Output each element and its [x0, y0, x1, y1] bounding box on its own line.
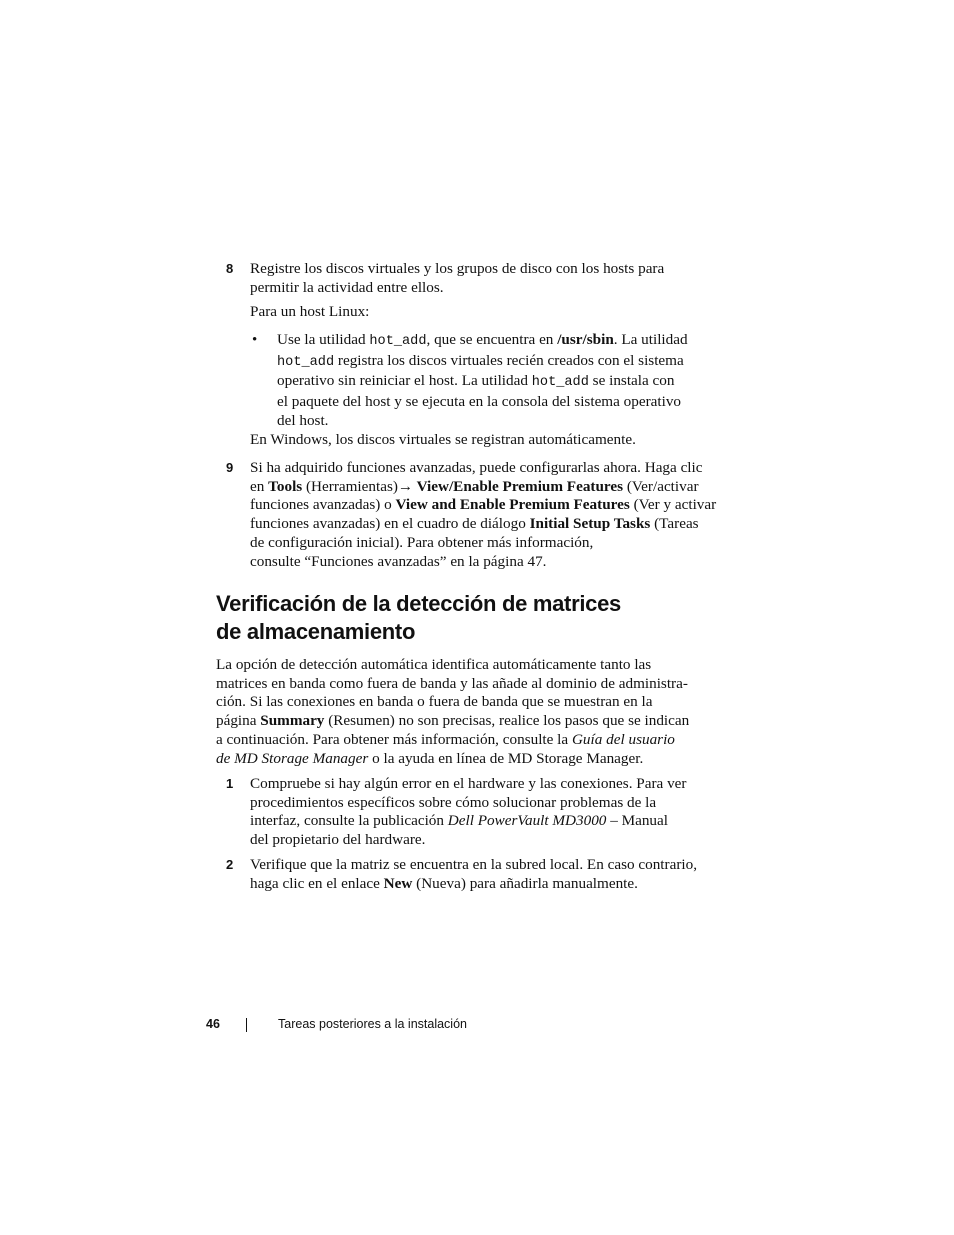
- section-heading: [216, 590, 621, 646]
- publication-title: Dell PowerVault MD3000: [447, 812, 607, 830]
- step-9-text-run: en: [250, 477, 269, 495]
- step-8-text: [250, 260, 664, 297]
- bullet-text: operativo sin reiniciar el host. La utilidad: [277, 372, 532, 390]
- step-9-text-run: funciones avanzadas) en el cuadro de diálogo: [250, 515, 530, 533]
- arrow-glyph: →: [397, 477, 414, 495]
- step-8-line-2: permitir la actividad entre ellos.: [250, 278, 444, 296]
- step-number-1: 1: [226, 776, 234, 791]
- step-9-text-run: (Ver y activar: [629, 496, 717, 514]
- menu-view-and-enable-premium: View and Enable Premium Features: [395, 496, 630, 514]
- page-number: 46: [206, 1017, 220, 1031]
- step-9-line: de configuración inicial). Para obtener más información,: [250, 533, 594, 551]
- step-1-run: – Manual: [606, 812, 668, 830]
- paragraph-run: o la ayuda en línea de MD Storage Manager.: [368, 749, 644, 767]
- step-number-9: 9: [226, 460, 234, 475]
- step-9-line: Si ha adquirido funciones avanzadas, puede configurarlas ahora. Haga clic: [250, 459, 703, 476]
- footer-divider: [246, 1018, 247, 1032]
- step-2-run: haga clic en el enlace: [250, 874, 384, 892]
- menu-view-enable-premium: View/Enable Premium Features: [413, 477, 624, 495]
- footer-chapter-title: Tareas posteriores a la instalación: [278, 1017, 467, 1031]
- paragraph-run: página: [216, 712, 261, 730]
- link-new: New: [383, 874, 413, 892]
- bullet-text: , que se encuentra en: [426, 331, 558, 348]
- step-number-8: 8: [226, 261, 234, 276]
- paragraph-run: a continuación. Para obtener más información, consulte la: [216, 730, 572, 748]
- step-1-text: [250, 775, 686, 850]
- page-summary: Summary: [260, 712, 325, 730]
- code-hot-add: hot_add: [531, 375, 589, 391]
- step-1-line: del propietario del hardware.: [250, 831, 426, 849]
- step-1-line: Compruebe si hay algún error en el hardware y las conexiones. Para ver: [250, 775, 687, 792]
- dialog-initial-setup-tasks: Initial Setup Tasks: [529, 515, 651, 533]
- menu-tools: Tools: [268, 477, 303, 495]
- step-2-line: Verifique que la matriz se encuentra en la subred local. En caso contrario,: [250, 856, 697, 873]
- bullet-text: registra los discos virtuales recién creados con el sistema: [334, 351, 684, 369]
- bullet-text: el paquete del host y se ejecuta en la consola del sistema operativo: [277, 393, 682, 411]
- step-2-run: (Nueva) para añadirla manualmente.: [412, 874, 638, 892]
- bullet-text: se instala con: [588, 372, 675, 390]
- code-hot-add: hot_add: [277, 354, 335, 370]
- bullet-text: Use la utilidad: [277, 331, 370, 348]
- step-1-run: interfaz, consulte la publicación: [250, 812, 448, 830]
- code-hot-add: hot_add: [369, 334, 427, 349]
- step-9-text: [250, 459, 716, 571]
- step-number-2: 2: [226, 857, 234, 872]
- path-usr-sbin: /usr/sbin: [557, 331, 614, 348]
- paragraph-run: (Resumen) no son precisas, realice los pasos que se indican: [324, 712, 690, 730]
- section-heading-line-2: de almacenamiento: [216, 619, 416, 644]
- step-9-text-run: funciones avanzadas) o: [250, 496, 396, 514]
- step-2-text: [250, 856, 697, 893]
- step-9-text-run: (Tareas: [650, 515, 699, 533]
- paragraph-line: matrices en banda como fuera de banda y las añade al dominio de administra-: [216, 674, 688, 692]
- windows-note: En Windows, los discos virtuales se registran automáticamente.: [250, 431, 636, 448]
- step-9-text-run: (Herramientas): [302, 477, 398, 495]
- step-9-text-run: (Ver/activar: [623, 477, 699, 495]
- bullet-marker: •: [252, 332, 258, 348]
- bullet-text: . La utilidad: [613, 331, 688, 348]
- section-heading-line-1: Verificación de la detección de matrices: [216, 591, 621, 616]
- linux-intro: Para un host Linux:: [250, 303, 370, 320]
- guide-title: Guía del usuario: [571, 730, 675, 748]
- step-8-line-1: Registre los discos virtuales y los grupos de disco con los hosts para: [250, 260, 665, 277]
- paragraph-line: La opción de detección automática identifica automáticamente tanto las: [216, 656, 652, 673]
- bullet-text: del host.: [277, 411, 329, 429]
- guide-title: de MD Storage Manager: [216, 749, 369, 767]
- step-1-line: procedimientos específicos sobre cómo solucionar problemas de la: [250, 793, 657, 811]
- hot-add-bullet: [277, 331, 688, 431]
- step-9-line: consulte “Funciones avanzadas” en la página 47.: [250, 552, 547, 570]
- paragraph-line: ción. Si las conexiones en banda o fuera de banda que se muestran en la: [216, 693, 653, 711]
- section-paragraph: [216, 656, 689, 768]
